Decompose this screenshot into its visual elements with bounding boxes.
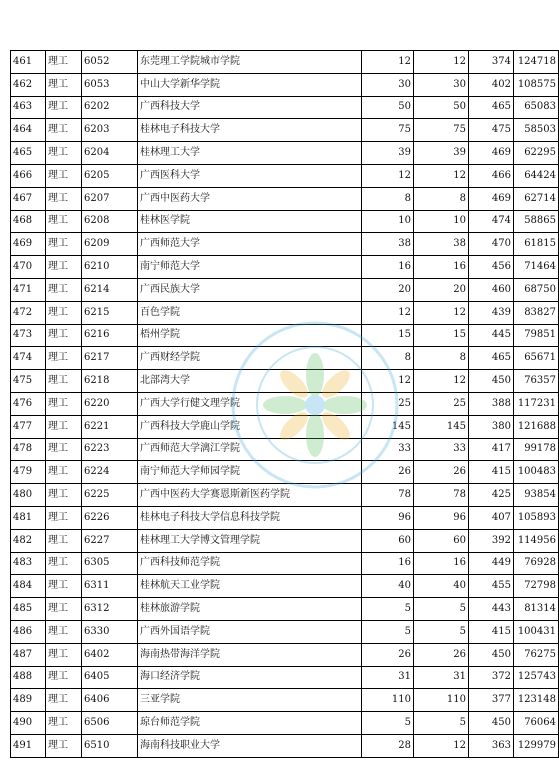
row-number-cell: 478 xyxy=(11,438,46,461)
school-code-cell: 6218 xyxy=(82,370,138,393)
school-name-cell: 广西师范大学漓江学院 xyxy=(138,438,362,461)
min-rank-cell: 99178 xyxy=(514,438,559,461)
planned-count-cell: 78 xyxy=(362,484,414,507)
school-name-cell: 广西科技大学鹿山学院 xyxy=(138,415,362,438)
school-code-cell: 6227 xyxy=(82,529,138,552)
min-rank-cell: 100483 xyxy=(514,461,559,484)
school-code-cell: 6220 xyxy=(82,392,138,415)
min-rank-cell: 64424 xyxy=(514,164,559,187)
school-name-cell: 广西中医药大学 xyxy=(138,187,362,210)
school-code-cell: 6203 xyxy=(82,119,138,142)
planned-count-cell: 8 xyxy=(362,347,414,370)
school-code-cell: 6311 xyxy=(82,575,138,598)
min-score-cell: 443 xyxy=(469,598,514,621)
school-name-cell: 桂林电子科技大学信息科技学院 xyxy=(138,506,362,529)
admission-table-container xyxy=(10,50,559,758)
min-rank-cell: 93854 xyxy=(514,484,559,507)
school-code-cell: 6214 xyxy=(82,278,138,301)
admitted-count-cell: 26 xyxy=(414,643,469,666)
min-rank-cell: 76357 xyxy=(514,370,559,393)
school-code-cell: 6205 xyxy=(82,164,138,187)
admitted-count-cell: 12 xyxy=(414,734,469,757)
planned-count-cell: 5 xyxy=(362,712,414,735)
admitted-count-cell: 10 xyxy=(414,210,469,233)
planned-count-cell: 12 xyxy=(362,370,414,393)
subject-category-cell: 理工 xyxy=(46,301,82,324)
school-name-cell: 广西大学行健文理学院 xyxy=(138,392,362,415)
admitted-count-cell: 5 xyxy=(414,712,469,735)
planned-count-cell: 60 xyxy=(362,529,414,552)
planned-count-cell: 28 xyxy=(362,734,414,757)
school-code-cell: 6225 xyxy=(82,484,138,507)
school-name-cell: 梧州学院 xyxy=(138,324,362,347)
min-score-cell: 417 xyxy=(469,438,514,461)
row-number-cell: 479 xyxy=(11,461,46,484)
subject-category-cell: 理工 xyxy=(46,233,82,256)
admitted-count-cell: 15 xyxy=(414,324,469,347)
planned-count-cell: 8 xyxy=(362,187,414,210)
school-name-cell: 三亚学院 xyxy=(138,689,362,712)
row-number-cell: 486 xyxy=(11,620,46,643)
subject-category-cell: 理工 xyxy=(46,438,82,461)
min-score-cell: 377 xyxy=(469,689,514,712)
planned-count-cell: 16 xyxy=(362,552,414,575)
school-code-cell: 6216 xyxy=(82,324,138,347)
subject-category-cell: 理工 xyxy=(46,210,82,233)
school-code-cell: 6052 xyxy=(82,51,138,74)
school-code-cell: 6510 xyxy=(82,734,138,757)
planned-count-cell: 33 xyxy=(362,438,414,461)
subject-category-cell: 理工 xyxy=(46,734,82,757)
min-score-cell: 402 xyxy=(469,73,514,96)
min-score-cell: 466 xyxy=(469,164,514,187)
min-score-cell: 456 xyxy=(469,256,514,279)
row-number-cell: 468 xyxy=(11,210,46,233)
table-row xyxy=(11,164,559,187)
planned-count-cell: 15 xyxy=(362,324,414,347)
school-code-cell: 6210 xyxy=(82,256,138,279)
admitted-count-cell: 60 xyxy=(414,529,469,552)
subject-category-cell: 理工 xyxy=(46,529,82,552)
school-code-cell: 6312 xyxy=(82,598,138,621)
min-rank-cell: 58865 xyxy=(514,210,559,233)
school-name-cell: 东莞理工学院城市学院 xyxy=(138,51,362,74)
planned-count-cell: 10 xyxy=(362,210,414,233)
min-rank-cell: 124718 xyxy=(514,51,559,74)
min-score-cell: 380 xyxy=(469,415,514,438)
school-name-cell: 广西师范大学 xyxy=(138,233,362,256)
min-rank-cell: 100431 xyxy=(514,620,559,643)
min-rank-cell: 129979 xyxy=(514,734,559,757)
admitted-count-cell: 78 xyxy=(414,484,469,507)
row-number-cell: 472 xyxy=(11,301,46,324)
subject-category-cell: 理工 xyxy=(46,73,82,96)
planned-count-cell: 50 xyxy=(362,96,414,119)
min-score-cell: 372 xyxy=(469,666,514,689)
school-code-cell: 6208 xyxy=(82,210,138,233)
admitted-count-cell: 50 xyxy=(414,96,469,119)
row-number-cell: 488 xyxy=(11,666,46,689)
table-row xyxy=(11,347,559,370)
min-score-cell: 363 xyxy=(469,734,514,757)
subject-category-cell: 理工 xyxy=(46,506,82,529)
school-code-cell: 6215 xyxy=(82,301,138,324)
admitted-count-cell: 110 xyxy=(414,689,469,712)
school-name-cell: 桂林理工大学博文管理学院 xyxy=(138,529,362,552)
admitted-count-cell: 75 xyxy=(414,119,469,142)
min-rank-cell: 76928 xyxy=(514,552,559,575)
subject-category-cell: 理工 xyxy=(46,461,82,484)
min-rank-cell: 76064 xyxy=(514,712,559,735)
planned-count-cell: 39 xyxy=(362,142,414,165)
school-name-cell: 海南热带海洋学院 xyxy=(138,643,362,666)
table-row xyxy=(11,301,559,324)
school-name-cell: 广西外国语学院 xyxy=(138,620,362,643)
school-code-cell: 6506 xyxy=(82,712,138,735)
table-row xyxy=(11,484,559,507)
subject-category-cell: 理工 xyxy=(46,278,82,301)
admitted-count-cell: 8 xyxy=(414,347,469,370)
school-name-cell: 桂林旅游学院 xyxy=(138,598,362,621)
subject-category-cell: 理工 xyxy=(46,119,82,142)
min-rank-cell: 83827 xyxy=(514,301,559,324)
subject-category-cell: 理工 xyxy=(46,598,82,621)
row-number-cell: 477 xyxy=(11,415,46,438)
subject-category-cell: 理工 xyxy=(46,142,82,165)
planned-count-cell: 12 xyxy=(362,164,414,187)
school-code-cell: 6221 xyxy=(82,415,138,438)
min-score-cell: 445 xyxy=(469,324,514,347)
row-number-cell: 471 xyxy=(11,278,46,301)
admitted-count-cell: 145 xyxy=(414,415,469,438)
row-number-cell: 466 xyxy=(11,164,46,187)
school-name-cell: 琼台师范学院 xyxy=(138,712,362,735)
subject-category-cell: 理工 xyxy=(46,666,82,689)
table-row xyxy=(11,51,559,74)
min-score-cell: 407 xyxy=(469,506,514,529)
table-row xyxy=(11,529,559,552)
min-rank-cell: 105893 xyxy=(514,506,559,529)
subject-category-cell: 理工 xyxy=(46,392,82,415)
planned-count-cell: 25 xyxy=(362,392,414,415)
table-row xyxy=(11,324,559,347)
row-number-cell: 480 xyxy=(11,484,46,507)
table-row xyxy=(11,689,559,712)
row-number-cell: 482 xyxy=(11,529,46,552)
school-code-cell: 6224 xyxy=(82,461,138,484)
min-score-cell: 465 xyxy=(469,347,514,370)
planned-count-cell: 110 xyxy=(362,689,414,712)
table-row xyxy=(11,370,559,393)
min-score-cell: 392 xyxy=(469,529,514,552)
planned-count-cell: 75 xyxy=(362,119,414,142)
table-row xyxy=(11,620,559,643)
subject-category-cell: 理工 xyxy=(46,415,82,438)
min-rank-cell: 68750 xyxy=(514,278,559,301)
planned-count-cell: 40 xyxy=(362,575,414,598)
min-score-cell: 374 xyxy=(469,51,514,74)
min-rank-cell: 65083 xyxy=(514,96,559,119)
min-score-cell: 470 xyxy=(469,233,514,256)
table-row xyxy=(11,142,559,165)
min-rank-cell: 108575 xyxy=(514,73,559,96)
row-number-cell: 481 xyxy=(11,506,46,529)
row-number-cell: 461 xyxy=(11,51,46,74)
school-code-cell: 6217 xyxy=(82,347,138,370)
admitted-count-cell: 12 xyxy=(414,51,469,74)
subject-category-cell: 理工 xyxy=(46,484,82,507)
min-rank-cell: 58503 xyxy=(514,119,559,142)
planned-count-cell: 26 xyxy=(362,461,414,484)
min-score-cell: 415 xyxy=(469,461,514,484)
subject-category-cell: 理工 xyxy=(46,575,82,598)
min-rank-cell: 62714 xyxy=(514,187,559,210)
planned-count-cell: 12 xyxy=(362,51,414,74)
min-score-cell: 469 xyxy=(469,187,514,210)
school-name-cell: 桂林理工大学 xyxy=(138,142,362,165)
school-name-cell: 海南科技职业大学 xyxy=(138,734,362,757)
school-name-cell: 海口经济学院 xyxy=(138,666,362,689)
table-row xyxy=(11,575,559,598)
school-name-cell: 南宁师范大学 xyxy=(138,256,362,279)
min-rank-cell: 79851 xyxy=(514,324,559,347)
min-rank-cell: 62295 xyxy=(514,142,559,165)
row-number-cell: 475 xyxy=(11,370,46,393)
planned-count-cell: 20 xyxy=(362,278,414,301)
admitted-count-cell: 12 xyxy=(414,370,469,393)
school-code-cell: 6226 xyxy=(82,506,138,529)
table-row xyxy=(11,256,559,279)
row-number-cell: 465 xyxy=(11,142,46,165)
school-code-cell: 6305 xyxy=(82,552,138,575)
table-row xyxy=(11,598,559,621)
table-row xyxy=(11,96,559,119)
school-code-cell: 6405 xyxy=(82,666,138,689)
min-score-cell: 475 xyxy=(469,119,514,142)
min-score-cell: 450 xyxy=(469,643,514,666)
row-number-cell: 490 xyxy=(11,712,46,735)
admitted-count-cell: 16 xyxy=(414,256,469,279)
planned-count-cell: 38 xyxy=(362,233,414,256)
min-rank-cell: 125743 xyxy=(514,666,559,689)
planned-count-cell: 96 xyxy=(362,506,414,529)
admission-table xyxy=(10,50,559,758)
admitted-count-cell: 39 xyxy=(414,142,469,165)
admitted-count-cell: 26 xyxy=(414,461,469,484)
subject-category-cell: 理工 xyxy=(46,370,82,393)
school-name-cell: 广西民族大学 xyxy=(138,278,362,301)
row-number-cell: 464 xyxy=(11,119,46,142)
min-score-cell: 449 xyxy=(469,552,514,575)
table-row xyxy=(11,73,559,96)
subject-category-cell: 理工 xyxy=(46,187,82,210)
min-rank-cell: 61815 xyxy=(514,233,559,256)
admitted-count-cell: 8 xyxy=(414,187,469,210)
admitted-count-cell: 5 xyxy=(414,598,469,621)
min-rank-cell: 123148 xyxy=(514,689,559,712)
planned-count-cell: 12 xyxy=(362,301,414,324)
school-name-cell: 南宁师范大学师园学院 xyxy=(138,461,362,484)
subject-category-cell: 理工 xyxy=(46,256,82,279)
table-row xyxy=(11,210,559,233)
table-row xyxy=(11,666,559,689)
planned-count-cell: 26 xyxy=(362,643,414,666)
row-number-cell: 470 xyxy=(11,256,46,279)
row-number-cell: 489 xyxy=(11,689,46,712)
min-rank-cell: 114956 xyxy=(514,529,559,552)
admitted-count-cell: 96 xyxy=(414,506,469,529)
row-number-cell: 476 xyxy=(11,392,46,415)
table-row xyxy=(11,392,559,415)
admitted-count-cell: 33 xyxy=(414,438,469,461)
min-score-cell: 455 xyxy=(469,575,514,598)
min-score-cell: 465 xyxy=(469,96,514,119)
subject-category-cell: 理工 xyxy=(46,96,82,119)
row-number-cell: 469 xyxy=(11,233,46,256)
table-row xyxy=(11,506,559,529)
admitted-count-cell: 5 xyxy=(414,620,469,643)
min-score-cell: 388 xyxy=(469,392,514,415)
row-number-cell: 463 xyxy=(11,96,46,119)
min-rank-cell: 121688 xyxy=(514,415,559,438)
school-code-cell: 6209 xyxy=(82,233,138,256)
table-row xyxy=(11,233,559,256)
min-score-cell: 415 xyxy=(469,620,514,643)
planned-count-cell: 31 xyxy=(362,666,414,689)
row-number-cell: 485 xyxy=(11,598,46,621)
subject-category-cell: 理工 xyxy=(46,552,82,575)
school-name-cell: 中山大学新华学院 xyxy=(138,73,362,96)
table-row xyxy=(11,734,559,757)
row-number-cell: 483 xyxy=(11,552,46,575)
table-row xyxy=(11,278,559,301)
min-rank-cell: 65671 xyxy=(514,347,559,370)
row-number-cell: 462 xyxy=(11,73,46,96)
min-score-cell: 450 xyxy=(469,370,514,393)
school-name-cell: 桂林电子科技大学 xyxy=(138,119,362,142)
table-row xyxy=(11,438,559,461)
school-code-cell: 6402 xyxy=(82,643,138,666)
table-row xyxy=(11,415,559,438)
table-row xyxy=(11,461,559,484)
school-name-cell: 广西科技师范学院 xyxy=(138,552,362,575)
row-number-cell: 491 xyxy=(11,734,46,757)
school-code-cell: 6204 xyxy=(82,142,138,165)
table-row xyxy=(11,643,559,666)
admitted-count-cell: 38 xyxy=(414,233,469,256)
school-name-cell: 广西科技大学 xyxy=(138,96,362,119)
min-rank-cell: 71464 xyxy=(514,256,559,279)
subject-category-cell: 理工 xyxy=(46,620,82,643)
school-name-cell: 广西财经学院 xyxy=(138,347,362,370)
min-score-cell: 469 xyxy=(469,142,514,165)
school-code-cell: 6053 xyxy=(82,73,138,96)
row-number-cell: 467 xyxy=(11,187,46,210)
school-name-cell: 广西中医药大学赛恩斯新医药学院 xyxy=(138,484,362,507)
min-rank-cell: 76275 xyxy=(514,643,559,666)
school-name-cell: 桂林医学院 xyxy=(138,210,362,233)
table-row xyxy=(11,187,559,210)
school-code-cell: 6202 xyxy=(82,96,138,119)
min-rank-cell: 81314 xyxy=(514,598,559,621)
subject-category-cell: 理工 xyxy=(46,164,82,187)
planned-count-cell: 145 xyxy=(362,415,414,438)
admitted-count-cell: 12 xyxy=(414,301,469,324)
school-name-cell: 广西医科大学 xyxy=(138,164,362,187)
row-number-cell: 484 xyxy=(11,575,46,598)
subject-category-cell: 理工 xyxy=(46,347,82,370)
min-score-cell: 460 xyxy=(469,278,514,301)
table-row xyxy=(11,119,559,142)
table-row xyxy=(11,552,559,575)
subject-category-cell: 理工 xyxy=(46,324,82,347)
admitted-count-cell: 30 xyxy=(414,73,469,96)
min-score-cell: 450 xyxy=(469,712,514,735)
min-score-cell: 439 xyxy=(469,301,514,324)
school-code-cell: 6207 xyxy=(82,187,138,210)
table-row xyxy=(11,712,559,735)
min-score-cell: 425 xyxy=(469,484,514,507)
subject-category-cell: 理工 xyxy=(46,51,82,74)
planned-count-cell: 5 xyxy=(362,598,414,621)
subject-category-cell: 理工 xyxy=(46,712,82,735)
planned-count-cell: 30 xyxy=(362,73,414,96)
planned-count-cell: 16 xyxy=(362,256,414,279)
admitted-count-cell: 20 xyxy=(414,278,469,301)
admitted-count-cell: 31 xyxy=(414,666,469,689)
school-code-cell: 6330 xyxy=(82,620,138,643)
row-number-cell: 474 xyxy=(11,347,46,370)
subject-category-cell: 理工 xyxy=(46,689,82,712)
subject-category-cell: 理工 xyxy=(46,643,82,666)
min-rank-cell: 72798 xyxy=(514,575,559,598)
admitted-count-cell: 12 xyxy=(414,164,469,187)
min-rank-cell: 117231 xyxy=(514,392,559,415)
school-name-cell: 北部湾大学 xyxy=(138,370,362,393)
admitted-count-cell: 16 xyxy=(414,552,469,575)
admitted-count-cell: 40 xyxy=(414,575,469,598)
school-name-cell: 桂林航天工业学院 xyxy=(138,575,362,598)
school-code-cell: 6406 xyxy=(82,689,138,712)
min-score-cell: 474 xyxy=(469,210,514,233)
school-code-cell: 6223 xyxy=(82,438,138,461)
row-number-cell: 487 xyxy=(11,643,46,666)
row-number-cell: 473 xyxy=(11,324,46,347)
admitted-count-cell: 25 xyxy=(414,392,469,415)
planned-count-cell: 5 xyxy=(362,620,414,643)
school-name-cell: 百色学院 xyxy=(138,301,362,324)
